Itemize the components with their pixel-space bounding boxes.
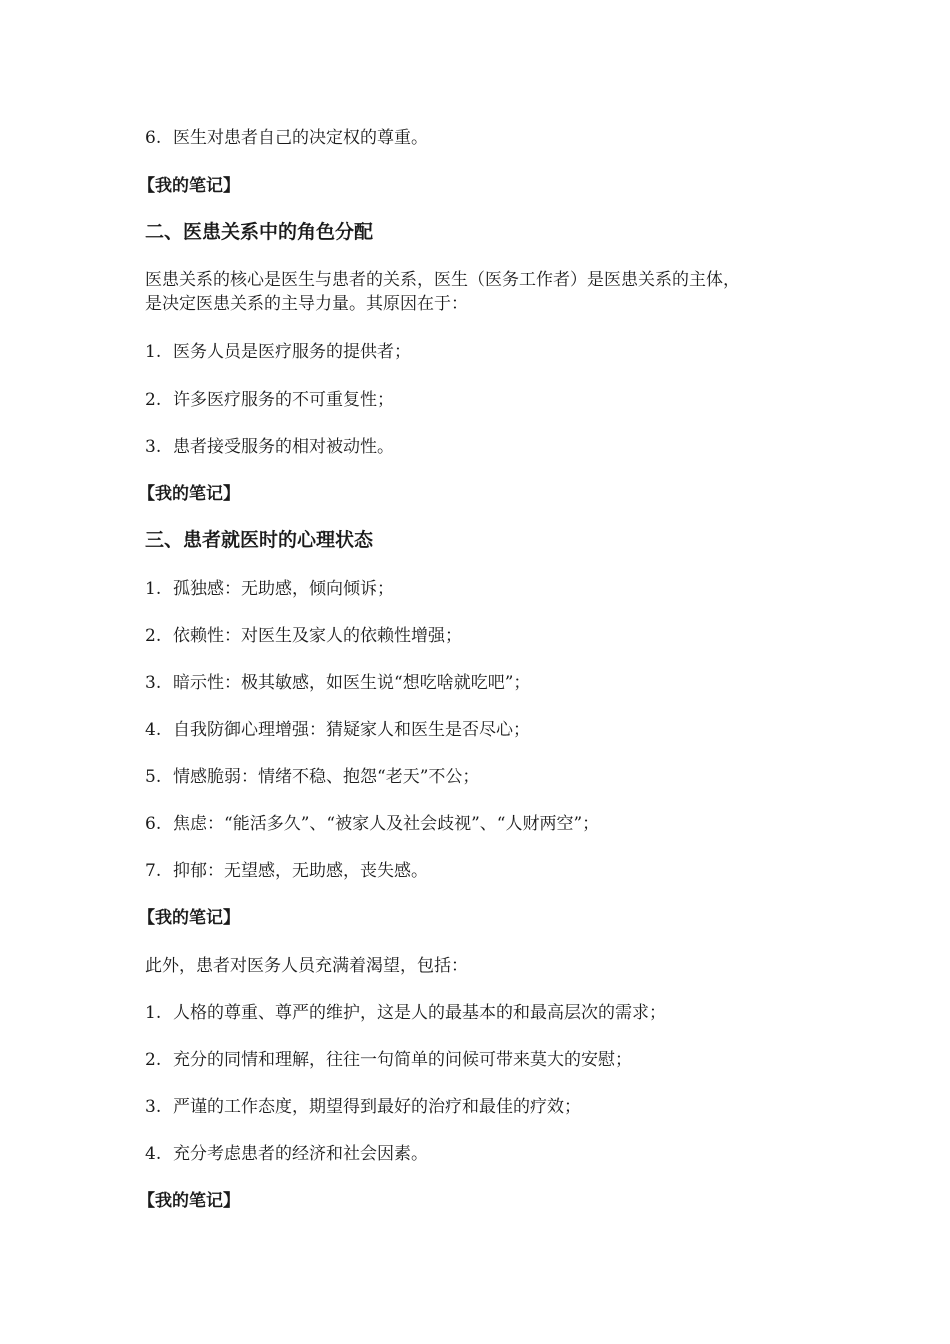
list-item: 1. 孤独感：无助感，倾向倾诉； [145,579,394,599]
section-heading: 二、医患关系中的角色分配 [145,221,374,243]
paragraph-line: 此外，患者对医务人员充满着渴望，包括： [145,956,468,976]
list-item: 1. 医务人员是医疗服务的提供者； [145,342,411,362]
section-heading: 三、患者就医时的心理状态 [145,529,374,551]
list-item: 5. 情感脆弱：情绪不稳、抱怨“老天”不公； [145,767,480,787]
list-item: 2. 依赖性：对医生及家人的依赖性增强； [145,626,462,646]
list-item: 2. 许多医疗服务的不可重复性； [145,390,394,410]
list-item: 6. 焦虑：“能活多久”、“被家人及社会歧视”、“人财两空”； [145,814,600,834]
my-notes-label: 【我的笔记】 [138,176,240,196]
list-item: 1. 人格的尊重、尊严的维护，这是人的最基本的和最高层次的需求； [145,1003,666,1023]
list-item: 3. 严谨的工作态度，期望得到最好的治疗和最佳的疗效； [145,1097,581,1117]
my-notes-label: 【我的笔记】 [138,484,240,504]
list-item: 4. 充分考虑患者的经济和社会因素。 [145,1144,428,1164]
my-notes-label: 【我的笔记】 [138,1191,240,1211]
my-notes-label: 【我的笔记】 [138,908,240,928]
paragraph-line: 医患关系的核心是医生与患者的关系，医生（医务工作者）是医患关系的主体， [145,270,740,290]
paragraph-line: 是决定医患关系的主导力量。其原因在于： [145,294,468,314]
list-item: 3. 暗示性：极其敏感，如医生说“想吃啥就吃吧”； [145,673,531,693]
list-item: 2. 充分的同情和理解，往往一句简单的问候可带来莫大的安慰； [145,1050,632,1070]
list-item: 4. 自我防御心理增强：猜疑家人和医生是否尽心； [145,720,530,740]
list-item: 6. 医生对患者自己的决定权的尊重。 [145,128,428,148]
list-item: 7. 抑郁：无望感，无助感，丧失感。 [145,861,428,881]
list-item: 3. 患者接受服务的相对被动性。 [145,437,394,457]
